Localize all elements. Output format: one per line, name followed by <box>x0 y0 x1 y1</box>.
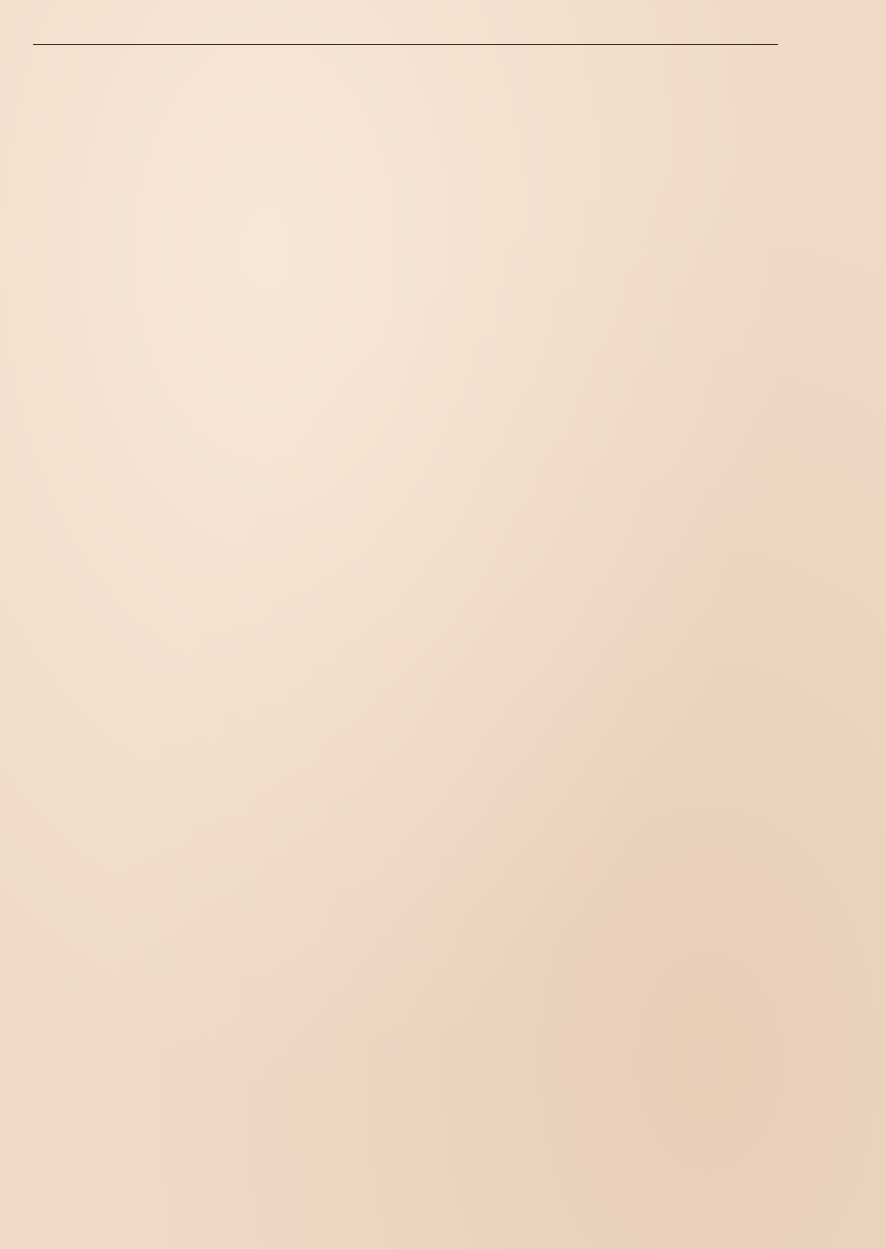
header-rule <box>33 44 778 45</box>
